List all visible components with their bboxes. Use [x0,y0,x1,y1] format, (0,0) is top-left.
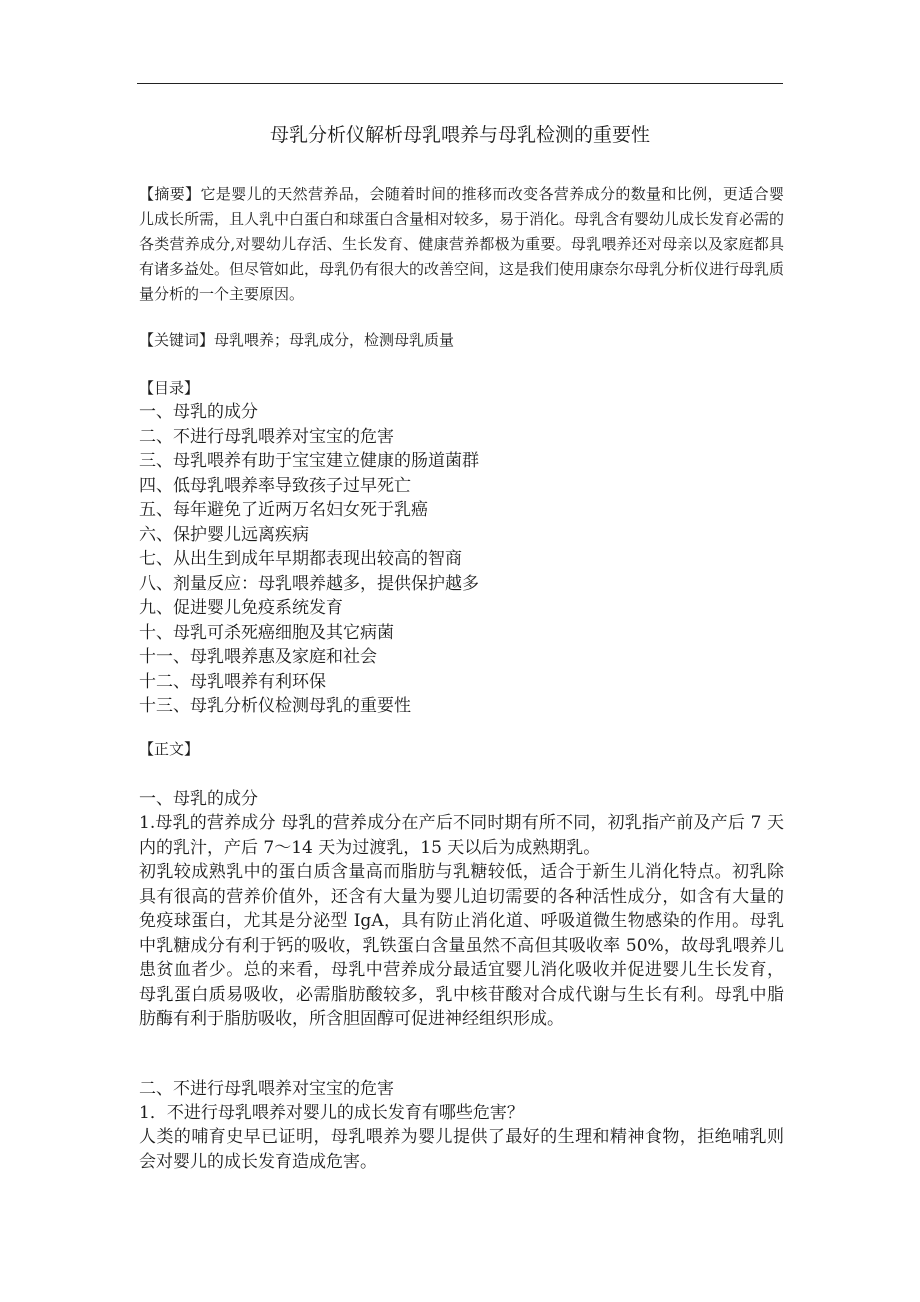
section-2-question: 1．不进行母乳喂养对婴儿的成长发育有哪些危害？ [139,1103,524,1123]
section-1-paragraph-2: 初乳较成熟乳中的蛋白质含量高而脂肪与乳糖较低，适合于新生儿消化特点。初乳除具有很高的营养价值外，还含有大量为婴儿迫切需要的各种活性成分，如含有大量的免疫球蛋白，尤其是分泌型 IgA，具有防止消化道、呼吸道微生物感染的作用。母乳中乳糖成分有利于钙的吸收，乳铁蛋白含量虽然不高但其吸收率 50%，故母乳喂养儿患贫血者少。总的来看，母乳中营养成分最适宜婴儿消化吸收并促进婴儿生长发育，母乳蛋白质易吸收，必需脂肪酸较多，乳中核苷酸对合成代谢与生长有利。母乳中脂肪酶有利于脂肪吸收，所含胆固醇可促进神经组织形成。 [139,862,784,1029]
section-1-heading: 一、母乳的成分 [139,789,258,809]
toc-item: 十一、母乳喂养惠及家庭和社会 [139,647,377,667]
section-2-paragraph-1: 人类的哺育史早已证明，母乳喂养为婴儿提供了最好的生理和精神食物，拒绝哺乳则会对婴儿的成长发育造成危害。 [139,1127,784,1172]
abstract-text: 它是婴儿的天然营养品，会随着时间的推移而改变各营养成分的数量和比例，更适合婴儿成长所需，且人乳中白蛋白和球蛋白含量相对较多，易于消化。母乳含有婴幼儿成长发育必需的各类营养成分,对婴幼儿存活、生长发育、健康营养都极为重要。母乳喂养还对母亲以及家庭都具有诸多益处。但尽管如此，母乳仍有很大的改善空间，这是我们使用康奈尔母乳分析仪进行母乳质量分析的一个主要原因。 [139,185,785,303]
toc-item: 一、母乳的成分 [139,402,258,422]
toc-item: 四、低母乳喂养率导致孩子过早死亡 [139,475,411,496]
toc-item: 五、每年避免了近两万名妇女死于乳癌 [139,500,428,520]
toc-item: 二、不进行母乳喂养对宝宝的危害 [139,426,394,447]
abstract-paragraph [139,182,784,307]
keywords-label: 【关键词】 [139,331,215,349]
toc-item: 八、剂量反应：母乳喂养越多，提供保护越多 [139,573,479,594]
toc-item: 九、促进婴儿免疫系统发育 [139,598,343,618]
toc-item: 七、从出生到成年早期都表现出较高的智商 [139,549,462,569]
toc-item: 十三、母乳分析仪检测母乳的重要性 [139,696,411,716]
abstract-label: 【摘要】 [139,185,201,203]
keywords-paragraph [139,328,784,353]
section-2-heading: 二、不进行母乳喂养对宝宝的危害 [139,1079,394,1099]
toc-item: 三、母乳喂养有助于宝宝建立健康的肠道菌群 [139,451,479,471]
toc-item: 十、母乳可杀死癌细胞及其它病菌 [139,622,394,643]
toc-item: 十二、母乳喂养有利环保 [139,671,326,692]
toc-label: 【目录】 [139,379,200,397]
toc-list [139,400,784,719]
document-title: 母乳分析仪解析母乳喂养与母乳检测的重要性 [269,124,650,146]
body-label: 【正文】 [139,740,200,758]
toc-item: 六、保护婴儿远离疾病 [139,524,309,545]
keywords-text: 母乳喂养；母乳成分，检测母乳质量 [214,331,455,349]
header-rule [137,83,783,84]
section-1-paragraph-1: 1.母乳的营养成分 母乳的营养成分在产后不同时期有所不同，初乳指产前及产后 7 天内的乳汁，产后 7～14 天为过渡乳，15 天以后为成熟期乳。 [139,813,784,858]
